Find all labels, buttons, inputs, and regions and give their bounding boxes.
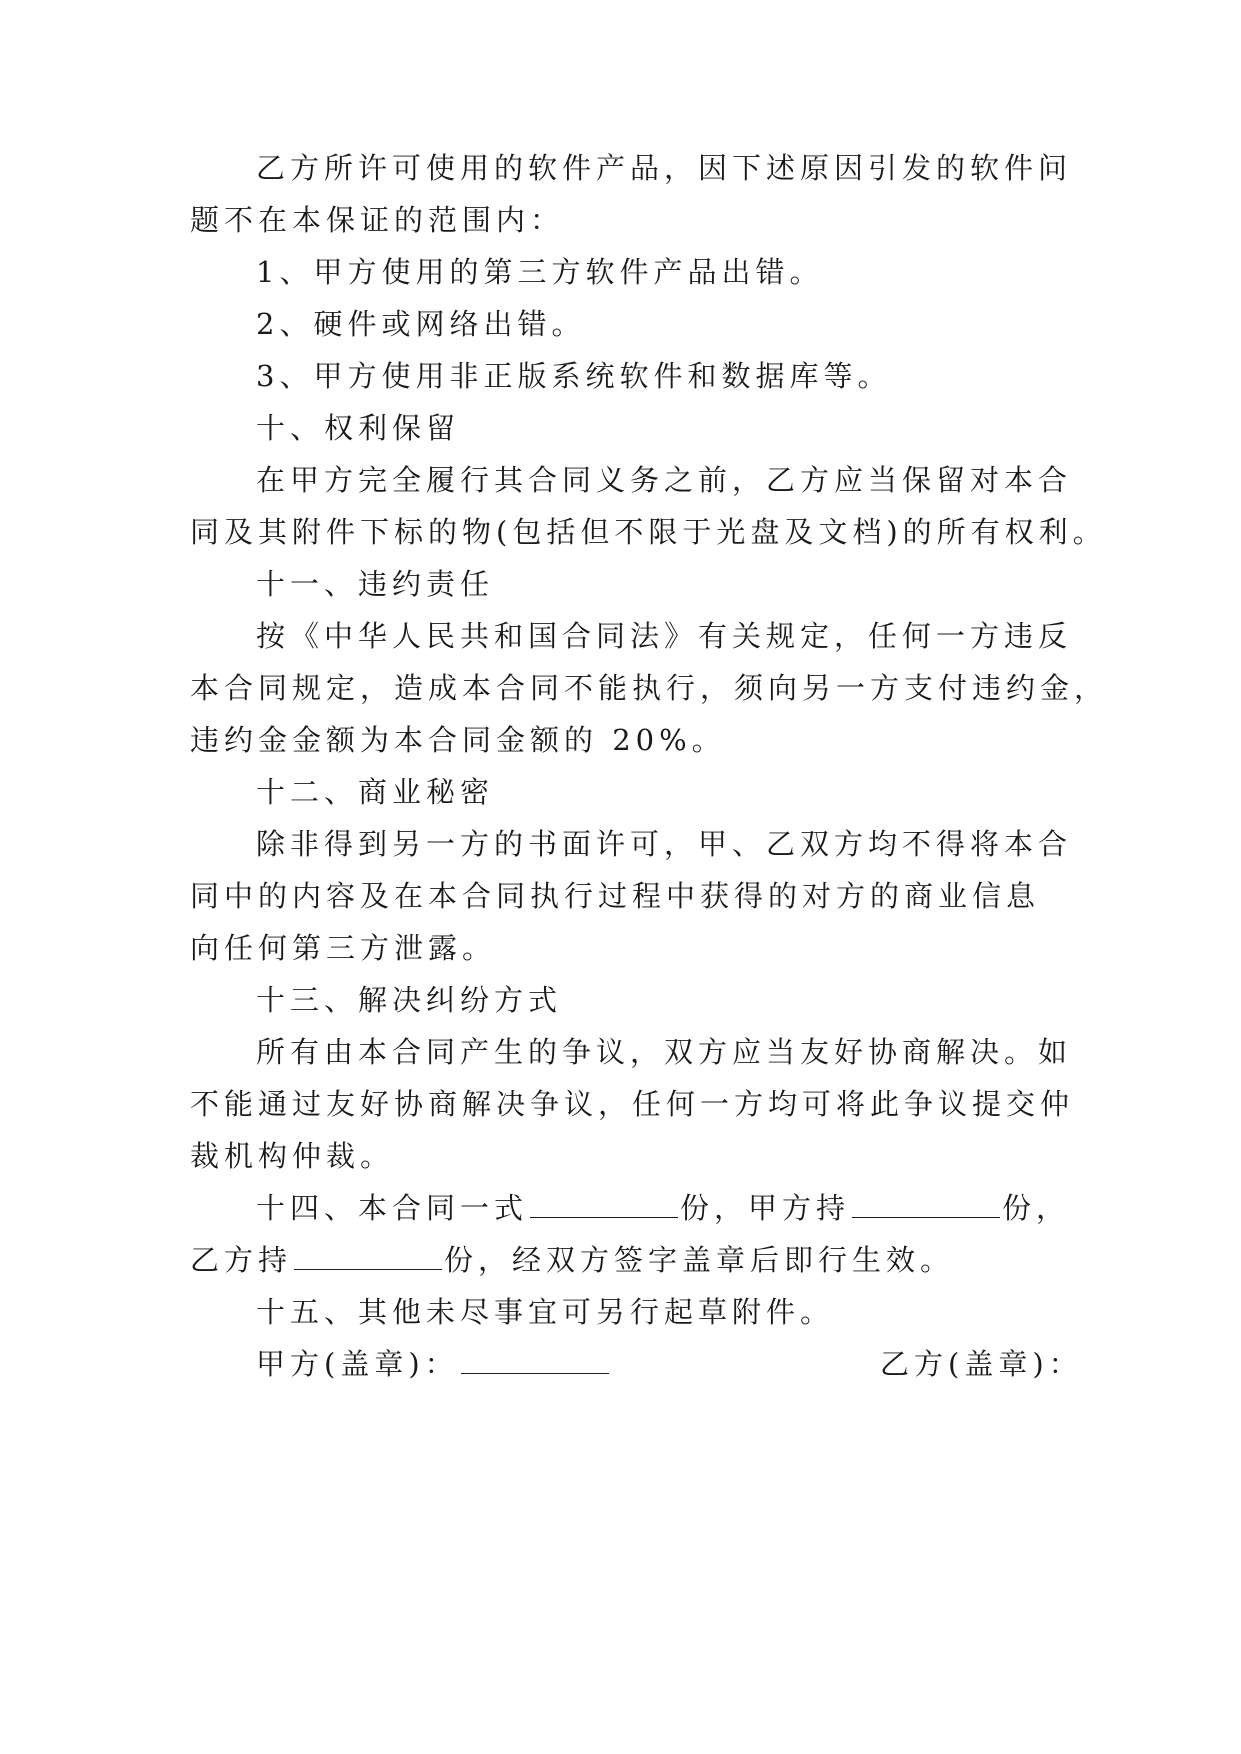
p14-text-2: 份，甲方持 [680,1191,851,1225]
paragraph-15: 十五、其他未尽事宜可另行起草附件。 [256,1295,835,1329]
section-heading-13: 十三、解决纠纷方式 [256,983,563,1017]
copies-total-blank[interactable] [530,1193,678,1218]
p14-text-5: 份，经双方签字盖章后即行生效。 [444,1243,955,1277]
paragraph-10-line1: 在甲方完全履行其合同义务之前，乙方应当保留对本合 [256,463,1073,497]
signature-party-a [256,1344,816,1384]
p14-text-3: 份， [1002,1191,1071,1225]
paragraph-12-line1: 除非得到另一方的书面许可，甲、乙双方均不得将本合 [256,827,1073,861]
signature-party-a-label: 甲方(盖章)： [256,1347,459,1381]
section-heading-10: 十、权利保留 [256,411,461,445]
paragraph-13-line1: 所有由本合同产生的争议，双方应当友好协商解决。如 [256,1035,1073,1069]
list-item-2: 2、硬件或网络出错。 [256,307,586,341]
list-item-3: 3、甲方使用非正版系统软件和数据库等。 [256,359,892,393]
paragraph-11-line2: 本合同规定，造成本合同不能执行，须向另一方支付违约金， [190,671,1109,705]
copies-party-b-blank[interactable] [294,1245,442,1270]
paragraph-14-line2 [190,1240,1070,1280]
paragraph-12-line2: 同中的内容及在本合同执行过程中获得的对方的商业信息 [190,879,1041,913]
paragraph-14-line1 [256,1188,1136,1228]
paragraph-11-line1: 按《中华人民共和国合同法》有关规定，任何一方违反 [256,619,1073,653]
p14-text-4: 乙方持 [190,1243,293,1277]
paragraph-warranty-exclusion: 乙方所许可使用的软件产品，因下述原因引发的软件问 [256,151,1073,185]
section-heading-12: 十二、商业秘密 [256,775,495,809]
paragraph-13-line3: 裁机构仲裁。 [190,1139,395,1173]
paragraph-10-line2: 同及其附件下标的物(包括但不限于光盘及文档)的所有权利。 [190,515,1107,549]
p14-text-1: 十四、本合同一式 [256,1191,529,1225]
copies-party-a-blank[interactable] [852,1193,1000,1218]
signature-party-a-blank[interactable] [461,1349,609,1374]
section-heading-11: 十一、违约责任 [256,567,495,601]
paragraph-13-line2: 不能通过友好协商解决争议，任何一方均可将此争议提交仲 [190,1087,1075,1121]
list-item-1: 1、甲方使用的第三方软件产品出错。 [256,255,824,289]
signature-party-b-label: 乙方(盖章)： [880,1347,1083,1381]
paragraph-warranty-exclusion-cont: 题不在本保证的范围内： [190,203,565,237]
paragraph-11-line3: 违约金金额为本合同金额的 20%。 [190,723,726,757]
paragraph-12-line3: 向任何第三方泄露。 [190,931,497,965]
